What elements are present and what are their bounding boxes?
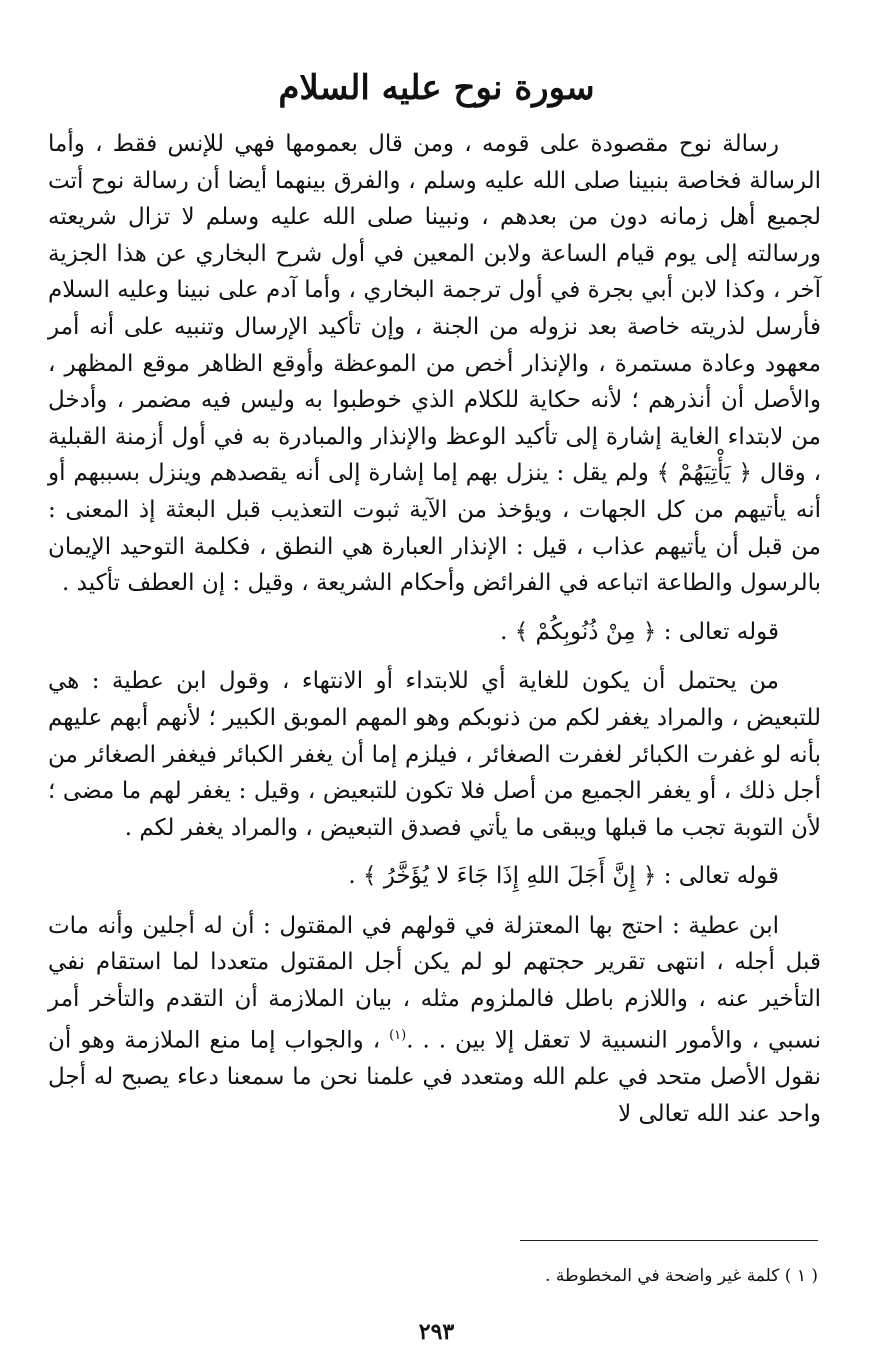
paragraph-1: رسالة نوح مقصودة على قومه ، ومن قال بعمومها فهي للإنس فقط ، وأما الرسالة فخاصة بنبينا صلى الله عليه وسلم ، والفرق بينهما أيضا أن رسالة نوح أتت لجميع أهل زمانه دون من بعدهم ، ونبينا صلى الله عليه وسلم لا تزال شريعته ورسالته إلى يوم قيام الساعة ولابن المعين في أول شرح البخاري عن هذا الجزية آخر ، وكذا لابن أبي بجرة في أول ترجمة البخاري ، وأما آدم على نبينا وعليه السلام فأرسل لذريته خاصة بعد نزوله من الجنة ، وإن تأكيد الإرسال وتنبيه على أنه أمر معهود وعادة مستمرة ، والإنذار أخص من الموعظة وأوقع الظاهر موقع المظهر ، والأصل أن أنذرهم ؛ لأنه حكاية للكلام الذي خوطبوا به وليس فيه مضمر ، وأدخل من لابتداء الغاية إشارة إلى تأكيد الوعظ والإنذار والمبادرة به في أول أزمنة القبلية ، وقال ﴿ يَأْتِيَهُمْ ﴾ ولم يقل : ينزل بهم إما إشارة إلى أنه يقصدهم وينزل بسببهم أو أنه يأتيهم من كل الجهات ، ويؤخذ من الآية ثبوت التعذيب قبل البعثة إذ المعنى : من قبل أن يأتيهم عذاب ، قيل : الإنذار العبارة هي النطق ، فكلمة التوحيد الإيمان بالرسول والطاعة اتباعه في الفرائض وأحكام الشريعة ، وقيل : إن العطف تأكيد .	[48, 131, 821, 597]
verse-heading-1: قوله تعالى : ﴿ مِنْ ذُنُوبِكُمْ ﴾ .	[500, 618, 779, 645]
paragraph-3	[48, 908, 821, 1132]
paragraph-2: من يحتمل أن يكون للغاية أي للابتداء أو الانتهاء ، وقول ابن عطية : هي للتبعيض ، والمراد يغفر لكم من ذنوبكم وهو المهم الموبق الكبير ؛ لأنهم أبهم عليهم بأنه لو غفرت الكبائر لغفرت الصغائر ، فيلزم إما أن يغفر الكبائر فيغفر الصغائر من أجل ذلك ، أو يغفر الجميع من أصل فلا تكون للتبعيض ، وقيل : يغفر لهم ما مضى ؛ لأن التوبة تجب ما قبلها ويبقى ما يأتي فصدق التبعيض ، والمراد يغفر لكم .	[48, 668, 821, 841]
spacer	[48, 602, 821, 614]
spacer	[48, 650, 821, 663]
footnote-marker: (١)	[389, 1027, 407, 1043]
spacer	[48, 846, 821, 858]
verse-heading-2: قوله تعالى : ﴿ إِنَّ أَجَلَ اللهِ إِذَا جَاءَ لا يُؤَخَّرُ ﴾ .	[348, 863, 779, 890]
page-title: سورة نوح عليه السلام	[278, 68, 595, 108]
paragraph-3-text-b: ، والجواب إما منع الملازمة وهو أن نقول الأصل متحد في علم الله ومتعدد في علمنا نحن ما سمعنا دعاء يصبح له أجل واحد عند الله تعالى لا	[48, 1027, 821, 1127]
body-text	[48, 126, 821, 1132]
paragraph-3-text-a: ابن عطية : احتج بها المعتزلة في قولهم في المقتول : أن له أجلين وأنه مات قبل أجله ، انتهى تقرير حجتهم لو لم يكن أجل المقتول متعددا لما استقام نفي التأخير عنه ، واللازم باطل فالملزوم مثله ، بيان الملازمة أن التقدم والتأخر أمر نسبي ، والأمور النسبية لا تعقل إلا بين . . .	[48, 912, 822, 1054]
spacer	[48, 895, 821, 908]
footnote-divider	[520, 1240, 818, 1241]
page-number: ٢٩٣	[418, 1319, 455, 1345]
footnote: ( ١ ) كلمة غير واضحة في المخطوطة .	[545, 1266, 818, 1286]
